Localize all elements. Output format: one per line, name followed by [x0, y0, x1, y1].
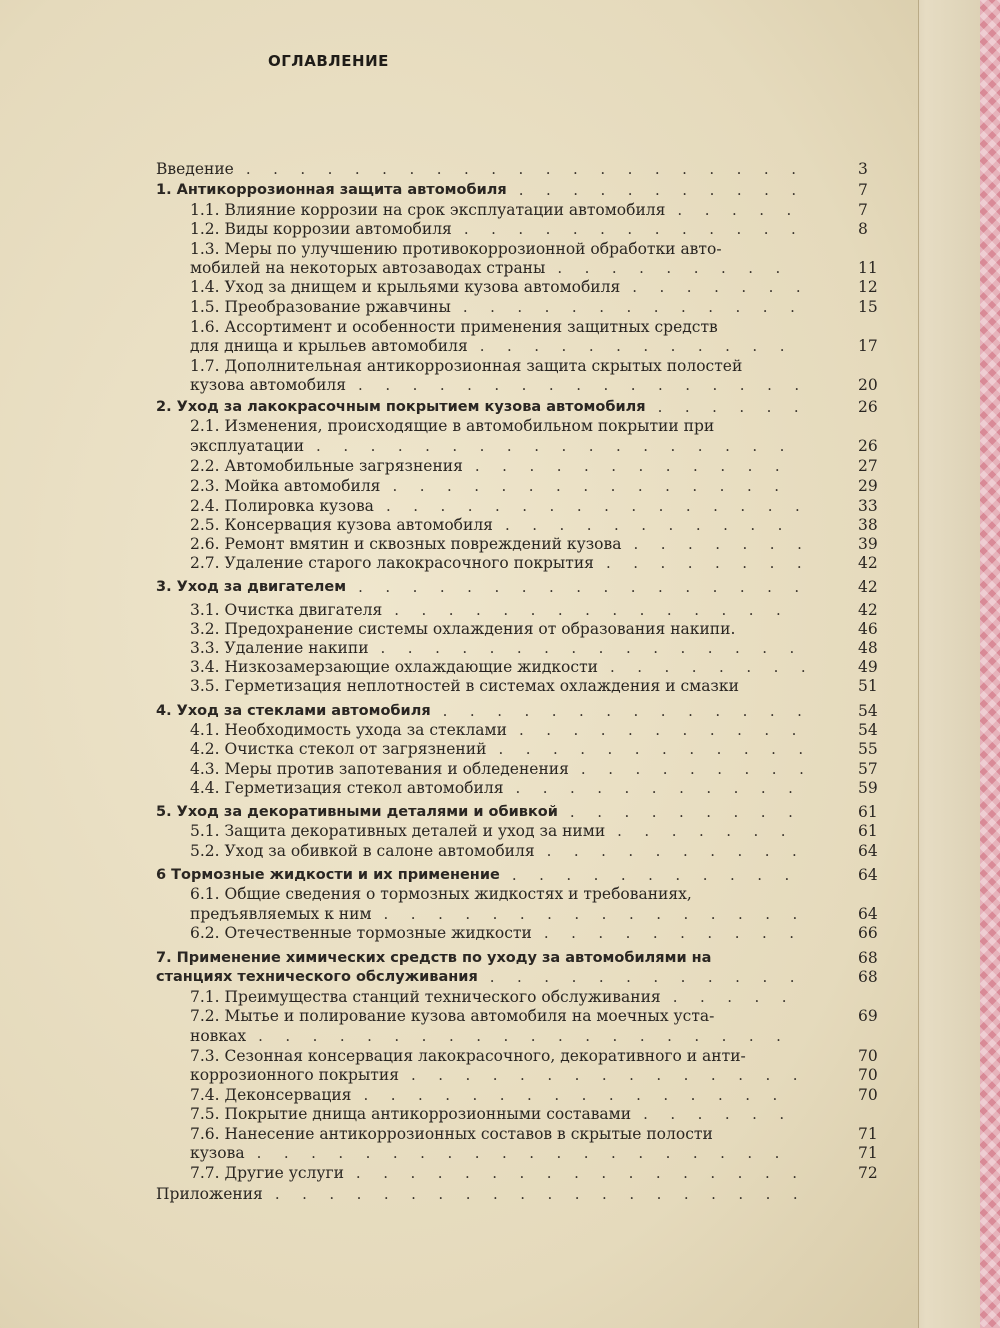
toc-entry-page: 71 [858, 1125, 878, 1143]
dot-leader: . . . . . . . . [609, 658, 829, 676]
toc-entry-title: 4.2. Очистка стекол от загрязнений [190, 740, 487, 758]
toc-entry-title: 7.7. Другие услуги [190, 1164, 344, 1182]
toc-entry-title: 3.2. Предохранение системы охлаждения от образования накипи. [190, 620, 736, 638]
toc-entry-title: 3. Уход за двигателем [156, 579, 347, 595]
toc-entry-page: 55 [858, 740, 878, 758]
toc-entry-title: 1.6. Ассортимент и особенности применения защитных средств [190, 318, 718, 336]
toc-entry-page: 70 [858, 1047, 878, 1065]
dot-leader: . . . . . . [657, 398, 822, 416]
toc-entry-title: кузова [190, 1144, 245, 1162]
toc-entry-page: 20 [858, 376, 878, 394]
toc-entry-title: 2.3. Мойка автомобиля [190, 477, 381, 495]
toc-entry-page: 26 [858, 398, 878, 416]
toc-entry-page: 70 [858, 1086, 878, 1104]
dot-leader: . . . . . . . . . . . . . . . . . [355, 1164, 820, 1182]
toc-entry-title: 7. Применение химических средств по уходу за автомобилями на [156, 950, 712, 966]
dot-leader: . . . . . . . . . . [543, 924, 817, 942]
dot-leader: . . . . . . . . . . . . [479, 337, 807, 355]
toc-entry-page: 42 [858, 578, 878, 596]
toc-entry-title: 2. Уход за лакокрасочным покрытием кузова автомобиля [156, 399, 646, 415]
toc-entry-page: 64 [858, 905, 878, 923]
toc-entry-page: 27 [858, 457, 878, 475]
dot-leader: . . . . . . . . . . . [515, 779, 816, 797]
toc-entry-page: 61 [858, 803, 878, 821]
toc-entry-title: 2.6. Ремонт вмятин и сквозных повреждений кузова [190, 535, 622, 553]
dot-leader: . . . . . . . . . . . . . . . [394, 601, 804, 619]
toc-entry-title: Введение [156, 160, 234, 178]
toc-entry-title: 6 Тормозные жидкости и их применение [156, 867, 500, 883]
dot-leader: . . . . . . . . . . . . . . . . . . [316, 437, 807, 455]
toc-entry-title: 2.2. Автомобильные загрязнения [190, 457, 463, 475]
toc-entry-page: 72 [858, 1164, 878, 1182]
toc-entry-title: 1. Антикоррозионная защита автомобиля [156, 182, 507, 198]
toc-entry-title: 4. Уход за стеклами автомобиля [156, 703, 431, 719]
toc-entry-page: 17 [858, 337, 878, 355]
toc-entry-page: 42 [858, 554, 878, 572]
dot-leader: . . . . . . . . . . . . . . . . . . . . [274, 1185, 821, 1203]
dot-leader: . . . . . . . . . [557, 259, 803, 277]
dot-leader: . . . . . [677, 201, 814, 219]
toc-entry-title: 1.3. Меры по улучшению противокоррозионной обработки авто- [190, 240, 722, 258]
toc-entry-page: 48 [858, 639, 878, 657]
toc-entry-page: 68 [858, 949, 878, 967]
toc-entry-title: новках [190, 1027, 247, 1045]
toc-entry-page: 7 [858, 201, 868, 219]
toc-entry-page: 46 [858, 620, 878, 638]
toc-entry-page: 54 [858, 721, 878, 739]
toc-entry-page: 51 [858, 677, 878, 695]
toc-entry-page: 15 [858, 298, 878, 316]
toc-entry-page: 7 [858, 181, 868, 199]
dot-leader: . . . . . . [643, 1105, 807, 1123]
toc-entry-page: 42 [858, 601, 878, 619]
toc-entry-title: 1.4. Уход за днищем и крыльями кузова автомобиля [190, 278, 621, 296]
toc-entry-title: станциях технического обслуживания [156, 969, 478, 985]
toc-entry-title: Приложения [156, 1185, 263, 1203]
toc-entry-title: 6.1. Общие сведения о тормозных жидкостях и требованиях, [190, 885, 692, 903]
toc-entry-title: 4.1. Необходимость ухода за стеклами [190, 721, 507, 739]
dot-leader: . . . . . . . . . . . . . . . . . . . . [258, 1027, 804, 1045]
toc-entry-title: эксплуатации [190, 437, 305, 455]
dot-leader: . . . . . . . . . . . . . . [442, 702, 825, 720]
toc-entry-title: мобилей на некоторых автозаводах страны [190, 259, 546, 277]
toc-entry-page: 54 [858, 702, 878, 720]
dot-leader: . . . . . . . . . . . . . . . . . . . . [256, 1144, 802, 1162]
toc-entry-page: 11 [858, 259, 878, 277]
toc-entry-page: 71 [858, 1144, 878, 1162]
dot-leader: . . . . . . . . . . . [518, 181, 819, 199]
dot-leader: . . . . . . . . . [569, 803, 816, 821]
toc-entry-page: 57 [858, 760, 878, 778]
dot-leader: . . . . . . . . . . . . . . . [392, 477, 802, 495]
toc-entry-title: 7.6. Нанесение антикоррозионных составов в скрытые полости [190, 1125, 713, 1143]
toc-entry-page: 66 [858, 924, 878, 942]
dot-leader: . . . . . . . [617, 822, 809, 840]
dot-leader: . . . . . . . . [605, 554, 825, 572]
dot-leader: . . . . . . . . . . . . [498, 740, 826, 758]
dot-leader: . . . . . . . . . . . [511, 866, 812, 884]
dot-leader: . . . . . . . . . . . . . . . . . [358, 376, 822, 394]
dot-leader: . . . . . . . . . . . . . [463, 220, 819, 238]
toc-entry-page: 8 [858, 220, 868, 238]
toc-entry-title: 3.3. Удаление накипи [190, 639, 369, 657]
dot-leader: . . . . . . . . . . . . . . . . . [358, 578, 822, 596]
toc-entry-title: 1.1. Влияние коррозии на срок эксплуатации автомобиля [190, 201, 666, 219]
dot-leader: . . . . . . . . . . . . . . . . [385, 497, 823, 515]
dot-leader: . . . . . . . . . . . . [489, 968, 817, 986]
dot-leader: . . . . . . . [632, 278, 824, 296]
toc-entry-page: 33 [858, 497, 878, 515]
toc-entry-page: 59 [858, 779, 878, 797]
toc-entry-page: 3 [858, 160, 868, 178]
toc-entry-page: 39 [858, 535, 878, 553]
toc-entry-page: 70 [858, 1066, 878, 1084]
dot-leader: . . . . . . . . . . . . . . . . [383, 905, 820, 923]
toc-entry-title: 1.5. Преобразование ржавчины [190, 298, 451, 316]
toc-entry-page: 49 [858, 658, 878, 676]
toc-entry-title: 2.1. Изменения, происходящие в автомобильном покрытии при [190, 417, 715, 435]
dot-leader: . . . . . [672, 988, 810, 1006]
toc-entry-title: 7.2. Мытье и полирование кузова автомобиля на моечных уста- [190, 1007, 715, 1025]
toc-entry-title: 2.4. Полировка кузова [190, 497, 374, 515]
toc-entry-title: 4.3. Меры против запотевания и обледенения [190, 760, 569, 778]
toc-entry-title: 7.1. Преимущества станций технического обслуживания [190, 988, 661, 1006]
toc-entry-title: 2.5. Консервация кузова автомобиля [190, 516, 493, 534]
dot-leader: . . . . . . . . . . . . . . . . [363, 1086, 800, 1104]
toc-entry-title: 7.4. Деконсервация [190, 1086, 352, 1104]
toc-entry-title: кузова автомобиля [190, 376, 347, 394]
toc-entry-title: 4.4. Герметизация стекол автомобиля [190, 779, 504, 797]
toc-entry-title: 7.3. Сезонная консервация лакокрасочного, декоративного и анти- [190, 1047, 746, 1065]
toc-entry-page: 29 [858, 477, 878, 495]
dot-leader: . . . . . . . . . [580, 760, 827, 778]
page-title: ОГЛАВЛЕНИЕ [268, 52, 389, 70]
toc-entry-title: 2.7. Удаление старого лакокрасочного покрытия [190, 554, 594, 572]
toc-entry-page: 61 [858, 822, 878, 840]
toc-entry-title: коррозионного покрытия [190, 1066, 399, 1084]
toc-entry-title: 5.2. Уход за обивкой в салоне автомобиля [190, 842, 535, 860]
toc-entry-title: 3.1. Очистка двигателя [190, 601, 383, 619]
toc-entry-title: для днища и крыльев автомобиля [190, 337, 468, 355]
dot-leader: . . . . . . . . . . . [518, 721, 819, 739]
toc-entry-page: 68 [858, 968, 878, 986]
toc-entry-title: 3.5. Герметизация неплотностей в системах охлаждения и смазки [190, 677, 739, 695]
dot-leader: . . . . . . . . . . . . [474, 457, 803, 475]
toc-entry-title: 3.4. Низкозамерзающие охлаждающие жидкости [190, 658, 598, 676]
toc-entry-page: 64 [858, 866, 878, 884]
dot-leader: . . . . . . . . . . . . . . . . . . . . . [245, 160, 819, 178]
toc-entry-title: 5. Уход за декоративными деталями и обивкой [156, 804, 558, 820]
toc-entry-title: 1.2. Виды коррозии автомобиля [190, 220, 452, 238]
dot-leader: . . . . . . . . . . . [504, 516, 805, 534]
dot-leader: . . . . . . . [633, 535, 825, 553]
toc-entry-title: 7.5. Покрытие днища антикоррозионными составами [190, 1105, 632, 1123]
dot-leader: . . . . . . . . . . . . . [462, 298, 818, 316]
toc-entry-page: 26 [858, 437, 878, 455]
dot-leader: . . . . . . . . . . . . . . . [410, 1066, 821, 1084]
toc-entry-page: 69 [858, 1007, 878, 1025]
toc-entry-page: 64 [858, 842, 878, 860]
dot-leader: . . . . . . . . . . . . . . . . [380, 639, 817, 657]
dot-leader: . . . . . . . . . . [546, 842, 820, 860]
toc-entry-page: 12 [858, 278, 878, 296]
toc-entry-title: 6.2. Отечественные тормозные жидкости [190, 924, 532, 942]
toc-entry-title: 5.1. Защита декоративных деталей и уход за ними [190, 822, 606, 840]
toc-entry-page: 38 [858, 516, 878, 534]
toc-entry-title: 1.7. Дополнительная антикоррозионная защита скрытых полостей [190, 357, 743, 375]
toc-entry-title: предъявляемых к ним [190, 905, 372, 923]
